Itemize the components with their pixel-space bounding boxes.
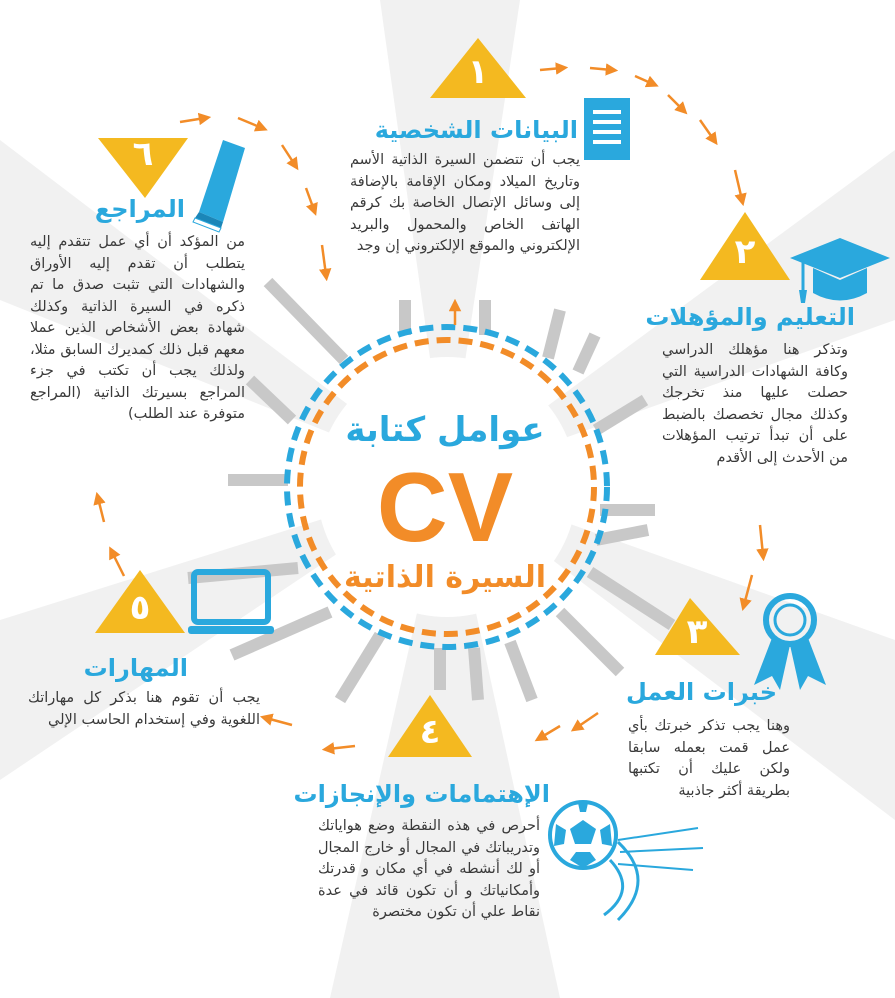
book-icon — [193, 140, 245, 232]
center-subheading: السيرة الذاتية — [343, 560, 546, 595]
section-number-3: ٣ — [686, 612, 708, 652]
soccer-ball-icon — [550, 802, 703, 920]
section-title-3: خبرات العمل — [625, 678, 777, 706]
section-title-6: المراجع — [94, 195, 185, 223]
section-body-3: وهنا يجب تذكر خبرتك بأي عمل قمت بعمله سابقا ولكن عليك أن تكتبها بطريقة أكثر جاذبية — [628, 718, 790, 799]
section-body-1: يجب أن تتضمن السيرة الذاتية الأسم وتاريخ الميلاد ومكان الإقامة بالإضافة إلى وسائل الإتصال الخاصة بك كرقم الهاتف الخاص والمحمول والبريد الإلكتروني والموقع الإلكتروني إن وجد — [350, 152, 580, 254]
section-body-6: من المؤكد أن أي عمل تتقدم إليه يتطلب أن تقدم إليه الأوراق والشهادات التي تثبت صدق ما تم ذكره في السيرة الذاتية وكذلك شهادة بعض الأشخاص الذين عملا معهم قبل ذلك كمديرك السابق مثلا، ولذلك يجب أن تكتب في جزء المراجع بسيرتك الذاتية (المراجع متوفرة عند الطلب) — [30, 234, 245, 422]
section-body-5: يجب أن تقوم هنا بذكر كل مهاراتك اللغوية وفي إستخدام الحاسب الإلي — [28, 690, 260, 728]
section-title-2: التعليم والمؤهلات — [645, 303, 855, 331]
document-icon — [584, 98, 630, 160]
section-number-1: ١ — [467, 52, 489, 92]
section-body-4: أحرص في هذه النقطة وضع هواياتك وتدريباتك في المجال أو خارج المجال أو لك أنشطه في أي مكان و قدرتك وأمكانياتك و أن تكون قائد في عدة نقاط علي أن تكون مختصرة — [318, 818, 540, 920]
section-title-5: المهارات — [83, 654, 188, 682]
section-number-4: ٤ — [419, 712, 441, 752]
section-title-4: الإهتمامات والإنجازات — [293, 780, 550, 808]
section-number-6: ٦ — [132, 134, 154, 174]
section-body-2: وتذكر هنا مؤهلك الدراسي وكافة الشهادات الدراسية التي حصلت عليها منذ تخرجك وكذلك مجال تخصصك بالضبط على أن تبدأ ترتيب المؤهلات من الأحدث إلى الأقدم — [662, 342, 848, 466]
section-title-1: البيانات الشخصية — [374, 116, 578, 144]
center-cv: CV — [376, 452, 514, 562]
center-heading: عوامل كتابة — [345, 410, 545, 450]
section-number-5: ٥ — [129, 588, 151, 628]
section-number-2: ٢ — [734, 232, 756, 272]
